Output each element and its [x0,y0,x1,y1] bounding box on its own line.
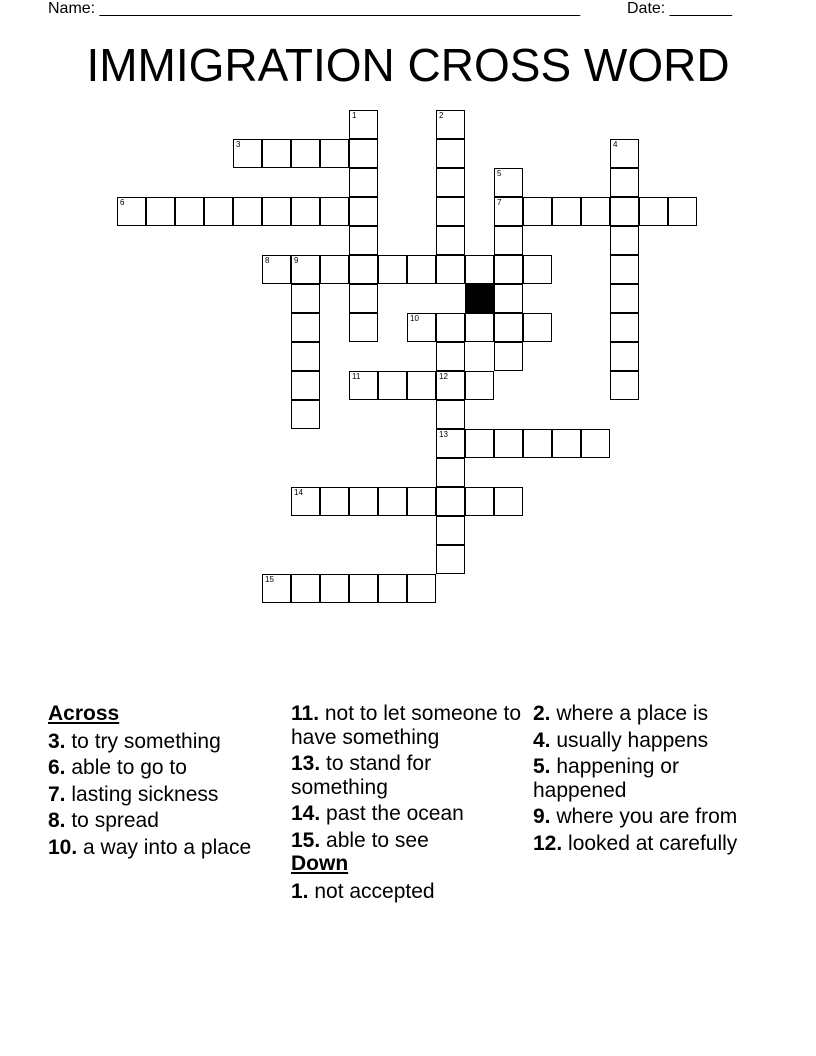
clue-number: 1 [352,111,357,120]
across-clue-list [48,730,278,860]
crossword-cell[interactable] [378,255,407,284]
clue-number-label: 2. [533,702,551,725]
crossword-cell[interactable] [262,197,291,226]
crossword-cell[interactable] [436,226,465,255]
clue-text: past the ocean [320,802,464,825]
clue-number-label: 6. [48,756,66,779]
crossword-cell[interactable] [610,139,639,168]
crossword-cell[interactable] [146,197,175,226]
crossword-cell[interactable] [581,429,610,458]
crossword-cell[interactable] [233,197,262,226]
clue-text: where you are from [550,805,738,828]
crossword-cell[interactable] [378,371,407,400]
clue-text: a way into a place [77,835,252,859]
crossword-cell[interactable] [494,313,523,342]
crossword-cell[interactable] [291,371,320,400]
crossword-cell[interactable] [436,516,465,545]
crossword-cell[interactable] [436,168,465,197]
crossword-cell[interactable] [291,255,320,284]
page-title: IMMIGRATION CROSS WORD [86,39,730,91]
crossword-cell[interactable] [436,458,465,487]
clues-column-1 [48,702,278,862]
across-clue-list-continued [291,702,521,852]
clue-number: 13 [439,430,448,439]
crossword-cell[interactable] [581,197,610,226]
clue-number-label: 4. [533,728,551,752]
crossword-cell[interactable] [407,313,436,342]
crossword-cell[interactable] [291,197,320,226]
crossword-cell[interactable] [291,313,320,342]
clue-item [48,836,278,860]
clue-number: 2 [439,111,444,120]
clue-number: 11 [352,372,361,381]
clues-column-2 [291,702,521,906]
crossword-cell[interactable] [407,371,436,400]
crossword-cell[interactable] [378,487,407,516]
crossword-cell[interactable] [494,226,523,255]
clue-text: to spread [65,809,159,832]
crossword-cell[interactable] [349,487,378,516]
crossword-cell[interactable] [523,429,552,458]
crossword-cell[interactable] [436,313,465,342]
clue-number-label: 14. [291,802,321,825]
down-heading: Down [291,852,349,875]
clue-number: 7 [497,198,502,207]
crossword-cell[interactable] [436,400,465,429]
crossword-cell[interactable] [204,197,233,226]
clue-item [533,805,763,829]
crossword-cell[interactable] [494,429,523,458]
clue-number: 4 [613,140,618,149]
clue-text: able to go to [65,756,187,779]
crossword-cell[interactable] [349,313,378,342]
clue-item [533,702,763,726]
clues-column-3 [533,702,763,858]
crossword-cell[interactable] [175,197,204,226]
crossword-cell[interactable] [494,168,523,197]
clue-number-label: 13. [291,752,321,775]
crossword-cell[interactable] [349,226,378,255]
crossword-cell[interactable] [494,284,523,313]
crossword-cell[interactable] [610,168,639,197]
crossword-cell[interactable] [349,284,378,313]
clue-number-label: 12. [533,831,563,855]
clue-text: not to let someone to have something [291,702,522,749]
crossword-cell[interactable] [465,313,494,342]
crossword-cell[interactable] [523,313,552,342]
crossword-cell[interactable] [436,197,465,226]
clue-number: 6 [120,198,125,207]
crossword-cell[interactable] [407,574,436,603]
crossword-cell[interactable] [233,139,262,168]
crossword-cell[interactable] [378,574,407,603]
crossword-cell[interactable] [349,110,378,139]
clue-text: not accepted [308,879,435,903]
clue-item [533,729,763,753]
crossword-cell[interactable] [465,487,494,516]
clue-text: looked at carefully [562,831,738,855]
crossword-cell[interactable] [320,255,349,284]
crossword-cell[interactable] [349,574,378,603]
clue-text: to try something [65,729,221,753]
clue-item [48,809,278,833]
crossword-cell[interactable] [349,197,378,226]
clue-text: lasting sickness [65,782,219,806]
crossword-cell[interactable] [610,342,639,371]
name-field: Name: ______________________________________________________ [48,0,581,17]
crossword-cell[interactable] [494,487,523,516]
crossword-cell[interactable] [436,110,465,139]
crossword-cell[interactable] [291,574,320,603]
crossword-cell[interactable] [349,371,378,400]
crossword-cell[interactable] [668,197,697,226]
clue-text: able to see [320,828,429,852]
crossword-cell[interactable] [494,255,523,284]
crossword-cell[interactable] [523,197,552,226]
clue-item [48,783,278,807]
crossword-cell[interactable] [465,255,494,284]
clue-number: 9 [294,256,299,265]
crossword-cell[interactable] [610,313,639,342]
crossword-cell[interactable] [436,429,465,458]
crossword-cell[interactable] [552,197,581,226]
crossword-cell[interactable] [349,168,378,197]
crossword-cell[interactable] [465,371,494,400]
clue-text: where a place is [550,702,709,725]
crossword-cell[interactable] [436,545,465,574]
crossword-cell[interactable] [436,342,465,371]
crossword-cell[interactable] [436,487,465,516]
crossword-cell[interactable] [610,255,639,284]
crossword-cell[interactable] [291,139,320,168]
clue-number: 5 [497,169,502,178]
across-heading: Across [48,702,120,725]
crossword-cell[interactable] [639,197,668,226]
down-clue-list-continued [533,702,763,855]
crossword-cell[interactable] [407,255,436,284]
clue-item [291,702,521,749]
crossword-cell[interactable] [610,284,639,313]
clue-number: 14 [294,488,303,497]
down-clue-list [291,880,521,904]
clue-item [533,832,763,856]
crossword-cell[interactable] [291,400,320,429]
crossword-cell[interactable] [494,197,523,226]
clue-item [533,755,763,802]
crossword-cell[interactable] [407,487,436,516]
crossword-cell[interactable] [523,255,552,284]
crossword-cell[interactable] [436,255,465,284]
crossword-cell[interactable] [494,342,523,371]
crossword-cell[interactable] [291,284,320,313]
clue-number-label: 15. [291,828,321,852]
crossword-cell[interactable] [291,487,320,516]
crossword-cell[interactable] [262,574,291,603]
clue-text: to stand for something [291,752,432,799]
crossword-cell[interactable] [552,429,581,458]
clue-number-label: 3. [48,729,66,753]
clue-number-label: 10. [48,835,78,859]
clue-number-label: 1. [291,879,309,903]
crossword-cell[interactable] [320,574,349,603]
crossword-cell[interactable] [349,255,378,284]
crossword-cell[interactable] [610,197,639,226]
crossword-cell[interactable] [117,197,146,226]
crossword-cell[interactable] [291,342,320,371]
clue-item [291,880,521,904]
crossword-cell[interactable] [465,429,494,458]
clue-item [291,802,521,826]
crossword-black-cell [465,284,494,313]
crossword-cell[interactable] [320,139,349,168]
clue-number-label: 7. [48,782,66,806]
crossword-cell[interactable] [320,197,349,226]
crossword-cell[interactable] [349,139,378,168]
crossword-cell[interactable] [262,255,291,284]
clue-number-label: 11. [291,702,320,725]
clue-text: usually happens [550,728,709,752]
clue-number: 8 [265,256,270,265]
crossword-cell[interactable] [262,139,291,168]
crossword-cell[interactable] [610,371,639,400]
clue-item [291,829,521,853]
crossword-cell[interactable] [436,371,465,400]
clue-number: 3 [236,140,241,149]
crossword-cell[interactable] [320,487,349,516]
crossword-cell[interactable] [436,139,465,168]
clue-number: 10 [410,314,419,323]
clue-number-label: 9. [533,805,551,828]
clue-item [48,756,278,780]
clue-text: happening or happened [533,755,679,802]
clue-number: 12 [439,372,448,381]
clue-number-label: 5. [533,755,551,778]
date-field: Date: _______ [627,0,732,17]
clue-number: 15 [265,575,274,584]
crossword-cell[interactable] [610,226,639,255]
clue-number-label: 8. [48,809,66,832]
clue-item [291,752,521,799]
clue-item [48,730,278,754]
